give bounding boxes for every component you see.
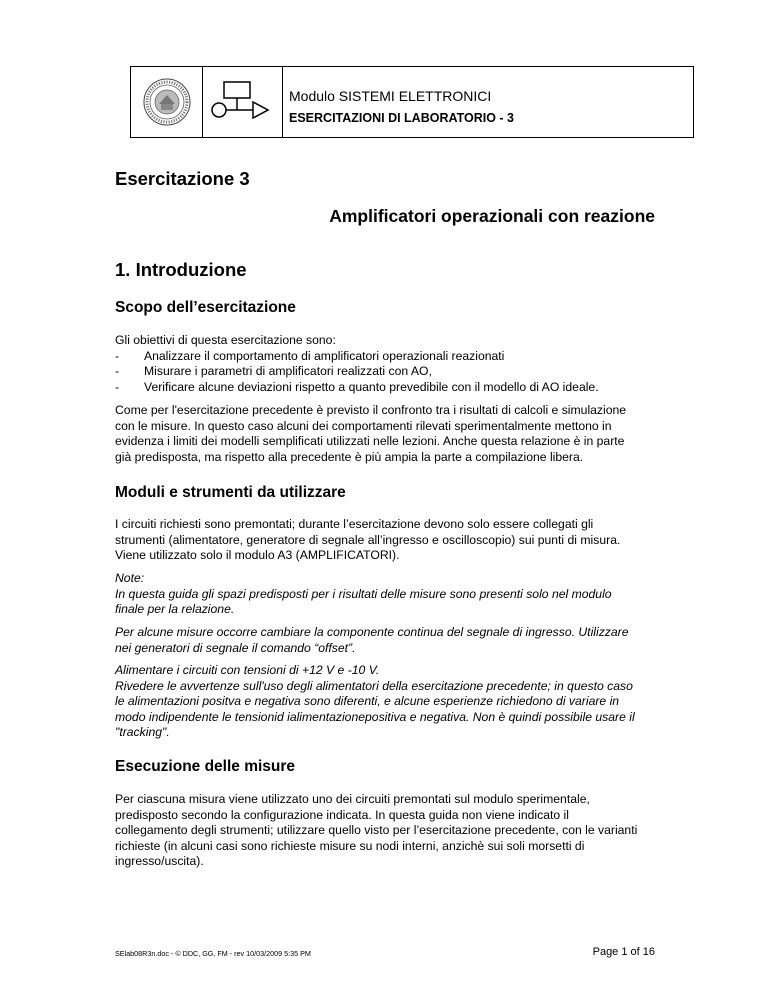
scopo-list [115, 333, 685, 395]
heading-moduli: Moduli e strumenti da utilizzare [115, 484, 346, 501]
scopo-intro: Gli obiettivi di questa esercitazione sono: [115, 333, 336, 347]
text-line: In questa guida gli spazi predisposti per i risultati delle misure sono presenti solo nel modulo [115, 586, 612, 601]
text-line: Note: [115, 571, 145, 585]
text-line: Viene utilizzato solo il modulo A3 (AMPLIFICATORI). [115, 548, 400, 563]
list-item: - Misurare i parametri di amplificatori realizzati con AO, [115, 364, 432, 379]
list-item: - Analizzare il comportamento di amplificatori operazionali reazionati [115, 348, 505, 363]
offset-paragraph [115, 625, 685, 656]
text-line: strumenti (alimentatore, generatore di segnale all’ingresso e oscilloscopio) sui punti di misura. [115, 532, 621, 547]
text-line: Alimentare i circuiti con tensioni di +12 V e -10 V. [115, 663, 380, 677]
list-item-text: Verificare alcune deviazioni rispetto a quanto prevedibile con il modello di AO ideale. [144, 379, 599, 394]
symbol-cell [203, 67, 283, 137]
text-line: Per alcune misure occorre cambiare la componente continua del segnale di ingresso. Utilizzare [115, 625, 629, 639]
text-line: evidenza i limiti dei modelli semplificati utilizzati nelle lezioni. Anche questa relazione è in parte [115, 434, 625, 449]
text-line: ingresso/uscita). [115, 854, 204, 869]
esecuzione-paragraph [115, 792, 685, 870]
text-line: le alimentazioni positva e negativa sono diferenti, e alcune esperienze richiedono di variare in [115, 694, 620, 709]
text-line: Come per l'esercitazione precedente è previsto il confronto tra i risultati di calcoli e simulazione [115, 403, 627, 417]
text-line: collegamento degli strumenti; utilizzare quello visto per l’esercitazione precedente, con le varianti [115, 823, 638, 838]
document-header [130, 66, 694, 138]
text-line: "tracking". [115, 725, 170, 740]
header-title-cell [283, 67, 693, 137]
text-line: I circuiti richiesti sono premontati; durante l’esercitazione devono solo essere collegati gli [115, 517, 594, 531]
scopo-paragraph [115, 403, 685, 465]
heading-scopo: Scopo dell’esercitazione [115, 299, 296, 316]
footer-file-info: SElab08R3n.doc - © DDC, GG, FM - rev 10/03/2009 5:35 PM [115, 949, 311, 958]
page-subtitle: Amplificatori operazionali con reazione [329, 206, 655, 226]
module-line: Modulo SISTEMI ELETTRONICI [289, 88, 492, 104]
text-line: predisposto secondo la configurazione indicata. In questa guida non viene indicato il [115, 807, 569, 822]
logo-cell [131, 67, 203, 137]
text-line: già predisposta, ma rispetto alla precedente è più ampia la parte a compilazione libera. [115, 449, 584, 464]
text-line: finale per la relazione. [115, 602, 235, 617]
text-line: richieste (in alcuni casi sono richieste misure su nodi interni, anzichè sui soli morsetti di [115, 838, 585, 853]
list-item-text: Misurare i parametri di amplificatori realizzati con AO, [144, 364, 432, 379]
text-line: Per ciascuna misura viene utilizzato uno dei circuiti premontati sul modulo sperimentale, [115, 792, 590, 806]
heading-esecuzione: Esecuzione delle misure [115, 758, 296, 775]
text-line: Rivedere le avvertenze sull'uso degli alimentatori della esercitazione precedente; in questo caso [115, 678, 633, 693]
section-heading-introduzione: 1. Introduzione [115, 259, 247, 280]
list-item: - Verificare alcune deviazioni rispetto a quanto prevedibile con il modello di AO ideale. [115, 379, 599, 394]
page-title: Esercitazione 3 [115, 168, 250, 189]
university-seal-icon [142, 77, 192, 127]
circle-block-triangle-diagram-icon [210, 77, 276, 127]
list-item-text: Analizzare il comportamento di amplificatori operazionali reazionati [144, 348, 505, 363]
note-paragraph [115, 571, 685, 618]
exercises-line: ESERCITAZIONI DI LABORATORIO - 3 [289, 111, 515, 125]
text-line: con le misure. In questo caso alcuni dei comportamenti rilevati sperimentalmente mettono in [115, 418, 612, 433]
text-line: modo indipendente le tensionid ialimentazionepositiva e negativa. Non è quindi possibile usare il [115, 709, 635, 724]
moduli-paragraph [115, 517, 685, 564]
page-number: Page 1 of 16 [592, 946, 655, 958]
text-line: nei generatori di segnale il comando “offset”. [115, 640, 356, 655]
power-paragraph [115, 663, 685, 741]
